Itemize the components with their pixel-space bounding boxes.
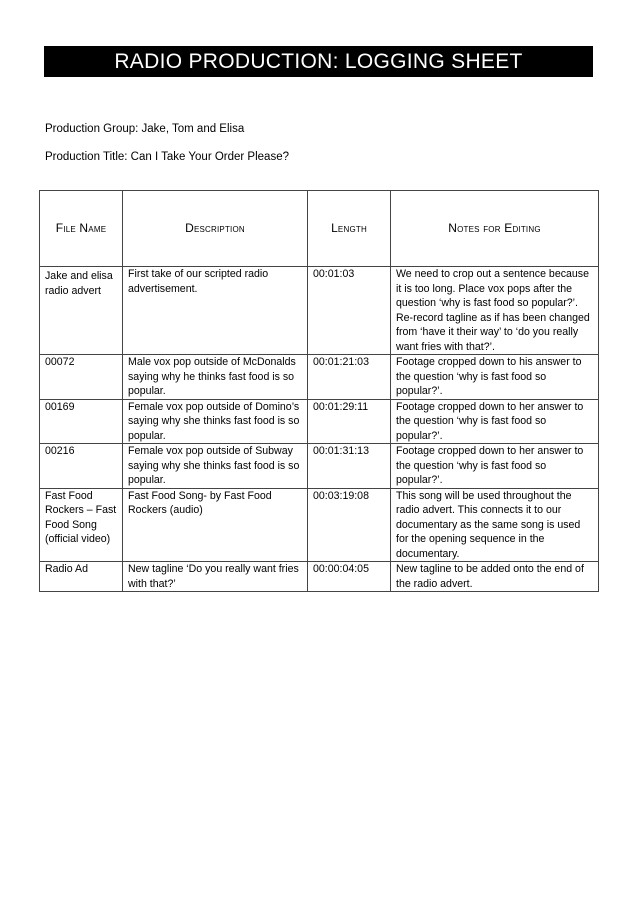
file-name-cell: Fast Food Rockers – Fast Food Song (official video) <box>40 488 123 562</box>
file-name-cell: 00216 <box>40 444 123 489</box>
file-name-cell: Jake and elisa radio advert <box>40 267 123 355</box>
description-cell: Female vox pop outside of Domino’s saying why she thinks fast food is so popular. <box>123 399 308 444</box>
description-cell: Female vox pop outside of Subway saying why she thinks fast food is so popular. <box>123 444 308 489</box>
table-row <box>40 355 599 400</box>
length-cell: 00:00:04:05 <box>308 562 391 592</box>
length-cell: 00:03:19:08 <box>308 488 391 562</box>
page-title: RADIO PRODUCTION: LOGGING SHEET <box>44 46 593 77</box>
description-cell: First take of our scripted radio advertisement. <box>123 267 308 355</box>
description-cell: Fast Food Song- by Fast Food Rockers (audio) <box>123 488 308 562</box>
notes-cell: Footage cropped down to her answer to the question ‘why is fast food so popular?’. <box>391 444 599 489</box>
table-row <box>40 399 599 444</box>
notes-cell: New tagline to be added onto the end of the radio advert. <box>391 562 599 592</box>
production-group: Production Group: Jake, Tom and Elisa <box>45 123 245 135</box>
header-length: Length <box>308 191 391 267</box>
logging-table <box>39 190 599 592</box>
table-row <box>40 267 599 355</box>
header-description: Description <box>123 191 308 267</box>
file-name-cell: Radio Ad <box>40 562 123 592</box>
length-cell: 00:01:03 <box>308 267 391 355</box>
file-name-cell: 00169 <box>40 399 123 444</box>
length-cell: 00:01:29:11 <box>308 399 391 444</box>
notes-cell: We need to crop out a sentence because it is too long. Place vox pops after the question ‘why is fast food so popular?’. Re-record tagline as if has been changed from ‘have it their way’ to ‘do you really want fries with that?’. <box>391 267 599 355</box>
description-cell: Male vox pop outside of McDonalds saying why he thinks fast food is so popular. <box>123 355 308 400</box>
production-title: Production Title: Can I Take Your Order Please? <box>45 151 289 163</box>
length-cell: 00:01:31:13 <box>308 444 391 489</box>
table-header-row <box>40 191 599 267</box>
table-row <box>40 444 599 489</box>
file-name-cell: 00072 <box>40 355 123 400</box>
length-cell: 00:01:21:03 <box>308 355 391 400</box>
description-cell: New tagline ‘Do you really want fries with that?’ <box>123 562 308 592</box>
notes-cell: Footage cropped down to her answer to the question ‘why is fast food so popular?’. <box>391 399 599 444</box>
header-file-name: File Name <box>40 191 123 267</box>
header-notes: Notes for Editing <box>391 191 599 267</box>
table-row <box>40 562 599 592</box>
notes-cell: Footage cropped down to his answer to the question ‘why is fast food so popular?’. <box>391 355 599 400</box>
table-row <box>40 488 599 562</box>
notes-cell: This song will be used throughout the radio advert. This connects it to our documentary as the same song is used for the opening sequence in the documentary. <box>391 488 599 562</box>
